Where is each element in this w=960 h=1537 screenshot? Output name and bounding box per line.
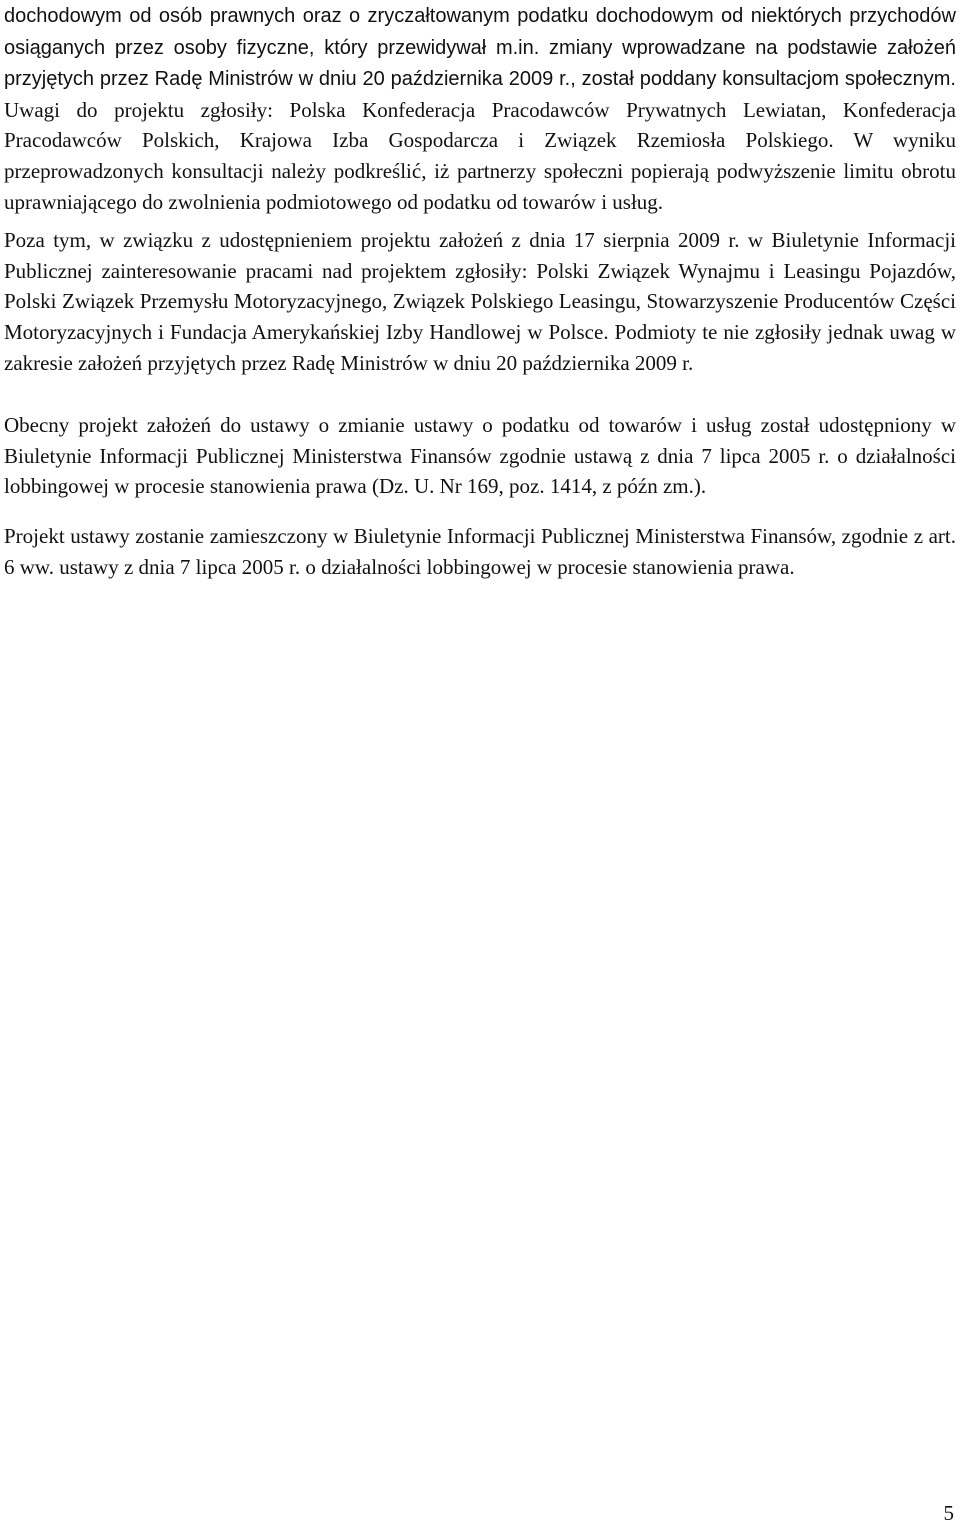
paragraph-public-bulletin-interest: Poza tym, w związku z udostępnieniem projektu założeń z dnia 17 sierpnia 2009 r. w Biuletynie Informacji Publicznej zainteresowanie pracami nad projektem zgłosiły: Polski Związek Wynajmu i Leasingu Pojazdów, Polski Związek Przemysłu Motoryzacyjnego, Związek Polskiego Leasingu, Stowarzyszenie Producentów Części Motoryzacyjnych i Fundacja Amerykańskiej Izby Handlowej w Polsce. Podmioty te nie zgłosiły jednak uwag w zakresie założeń przyjętych przez Radę Ministrów w dniu 20 października 2009 r. (4, 228, 956, 375)
page-number: 5 (943, 1501, 954, 1525)
paragraph-consultations-serif-text: Uwagi do projektu zgłosiły: Polska Konfederacja Pracodawców Prywatnych Lewiatan, Konfederacja Pracodawców Polskich, Krajowa Izba Gospodarcza i Związek Rzemiosła Polskiego. W wyniku przeprowadzonych konsultacji należy podkreślić, iż partnerzy społeczni popierają podwyższenie limitu obrotu uprawniającego do zwolnienia podmiotowego od podatku od towarów i usług. (4, 97, 956, 214)
paragraph-current-project: Obecny projekt założeń do ustawy o zmianie ustawy o podatku od towarów i usług został udostępniony w Biuletynie Informacji Publicznej Ministerstwa Finansów zgodnie ustawą z dnia 7 lipca 2005 r. o działalności lobbingowej w procesie stanowienia prawa (Dz. U. Nr 169, poz. 1414, z późn zm.). (4, 413, 956, 499)
paragraph-consultations (4, 0, 956, 217)
paragraph-consultations-sans-text: dochodowym od osób prawnych oraz o zryczałtowanym podatku dochodowym od niektórych przychodów osiąganych przez osoby fizyczne, który przewidywał m.in. zmiany wprowadzane na podstawie założeń przyjętych przez Radę Ministrów w dniu 20 października 2009 r., został poddany konsultacjom społecznym. (4, 5, 956, 91)
paragraph-project-publication: Projekt ustawy zostanie zamieszczony w Biuletynie Informacji Publicznej Ministerstwa Finansów, zgodnie z art. 6 ww. ustawy z dnia 7 lipca 2005 r. o działalności lobbingowej w procesie stanowienia prawa. (4, 523, 956, 579)
document-body (4, 0, 956, 582)
